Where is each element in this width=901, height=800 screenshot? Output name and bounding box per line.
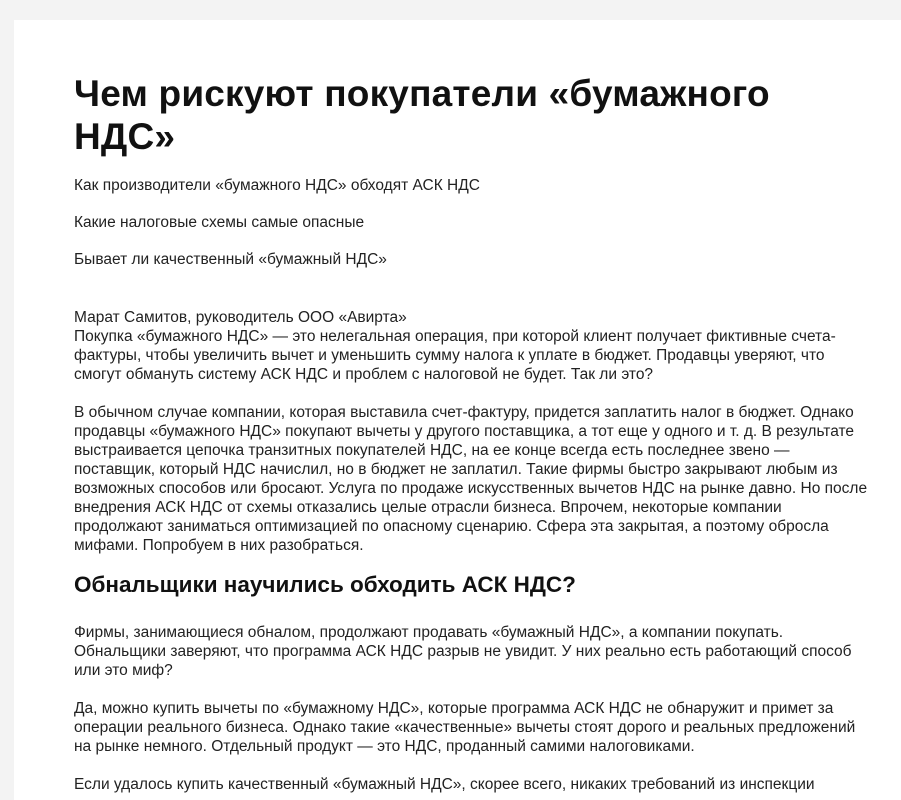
intro-paragraph-1: Покупка «бумажного НДС» — это нелегальная операция, при которой клиент получает фиктивные счета-фактуры, чтобы увеличить вычет и уменьшить сумму налога к уплате в бюджет. Продавцы уверяют, что смогут обмануть систему АСК НДС и проблем с налоговой не будет. Так ли это? <box>74 328 836 383</box>
article-content <box>74 72 874 794</box>
author-line: Марат Самитов, руководитель ООО «Авирта» <box>74 309 407 326</box>
section-paragraph-3: Если удалось купить качественный «бумажный НДС», скорее всего, никаких требований из инспекции <box>74 776 815 793</box>
lead-item-3: Бывает ли качественный «бумажный НДС» <box>74 251 387 268</box>
section-heading: Обнальщики научились обходить АСК НДС? <box>74 572 576 597</box>
lead-item-2: Какие налоговые схемы самые опасные <box>74 214 365 231</box>
article-page <box>14 20 901 800</box>
section-paragraph-2: Да, можно купить вычеты по «бумажному НДС», которые программа АСК НДС не обнаружит и примет за операции реального бизнеса. Однако такие «качественные» вычеты стоят дорого и реальных предложений на рынке немного. Отдельный продукт — это НДС, проданный самими налоговиками. <box>74 700 856 755</box>
lead-item-1: Как производители «бумажного НДС» обходят АСК НДС <box>74 177 480 194</box>
intro-paragraph-2: В обычном случае компании, которая выставила счет-фактуру, придется заплатить налог в бюджет. Однако продавцы «бумажного НДС» покупают вычеты у другого поставщика, а тот еще у одного и т. д. В результате выстраивается цепочка транзитных покупателей НДС, на ее конце всегда есть последнее звено — поставщик, который НДС начислил, но в бюджет не заплатил. Такие фирмы быстро закрывают любым из возможных способов или бросают. Услуга по продаже искусственных вычетов НДС на рынке давно. Но после внедрения АСК НДС от схемы отказались целые отрасли бизнеса. Впрочем, некоторые компании продолжают заниматься оптимизацией по опасному сценарию. Сфера эта закрытая, а поэтому обросла мифами. Попробуем в них разобраться. <box>74 404 868 554</box>
section-paragraph-1: Фирмы, занимающиеся обналом, продолжают продавать «бумажный НДС», а компании покупать. Обнальщики заверяют, что программа АСК НДС разрыв не увидит. У них реально есть работающий способ или это миф? <box>74 624 852 679</box>
article-title: Чем рискуют покупатели «бумажного НДС» <box>74 73 770 157</box>
